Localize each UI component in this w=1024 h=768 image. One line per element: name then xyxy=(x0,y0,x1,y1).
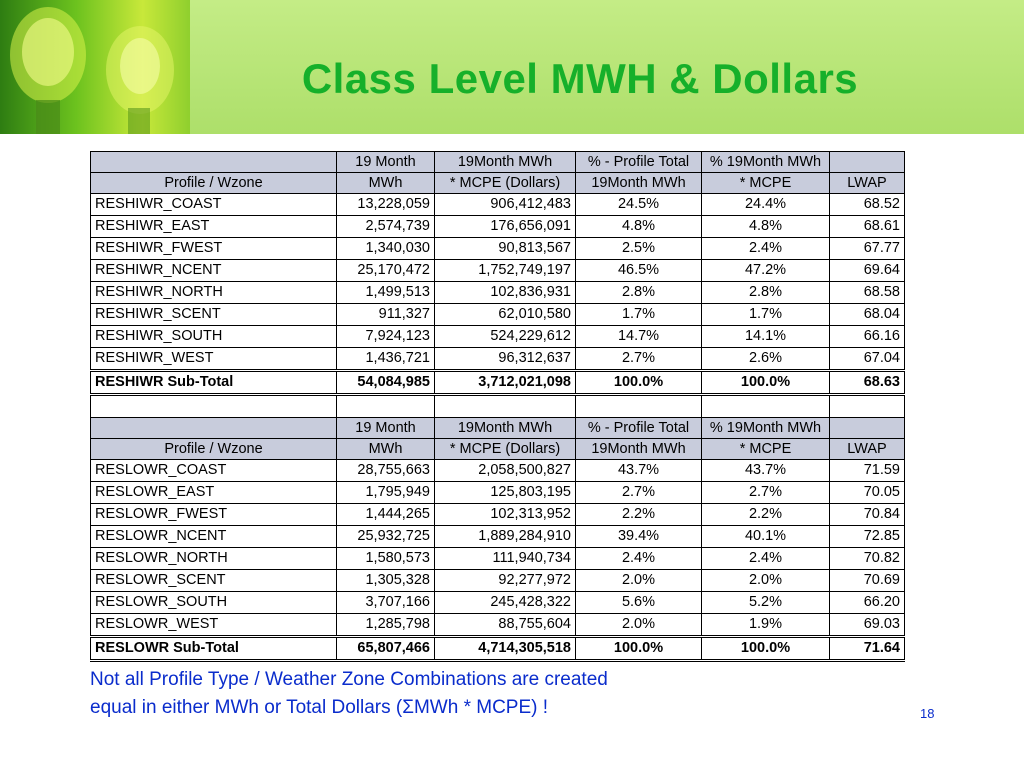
table-row xyxy=(91,194,905,216)
header-pct-profile-line2: 19Month MWh xyxy=(576,439,702,460)
mwh-cell: 2,574,739 xyxy=(337,216,435,238)
table-row xyxy=(91,326,905,348)
mwh-cell: 1,436,721 xyxy=(337,348,435,371)
mwh-cell: 28,755,663 xyxy=(337,460,435,482)
dollars-cell: 88,755,604 xyxy=(435,614,576,637)
footnote-line-2: equal in either MWh or Total Dollars (ΣMWh * MCPE) ! xyxy=(90,697,549,718)
pct-dollars-cell: 2.0% xyxy=(702,570,830,592)
lwap-cell: 70.69 xyxy=(830,570,905,592)
spacer-cell xyxy=(702,395,830,418)
page-number: 18 xyxy=(920,706,935,721)
pct-mwh-cell: 46.5% xyxy=(576,260,702,282)
dollars-cell: 111,940,734 xyxy=(435,548,576,570)
subtotal-dollars-cell: 4,714,305,518 xyxy=(435,637,576,661)
spacer-cell xyxy=(337,395,435,418)
table-row xyxy=(91,570,905,592)
profile-cell: RESLOWR_SOUTH xyxy=(91,592,337,614)
mwh-cell: 1,580,573 xyxy=(337,548,435,570)
lwap-cell: 71.59 xyxy=(830,460,905,482)
profile-cell: RESHIWR_WEST xyxy=(91,348,337,371)
pct-dollars-cell: 43.7% xyxy=(702,460,830,482)
footnote xyxy=(90,666,750,722)
profile-cell: RESLOWR_COAST xyxy=(91,460,337,482)
subtotal-pct-dollars-cell: 100.0% xyxy=(702,637,830,661)
mwh-cell: 13,228,059 xyxy=(337,194,435,216)
table-row xyxy=(91,216,905,238)
pct-mwh-cell: 2.5% xyxy=(576,238,702,260)
lwap-cell: 66.16 xyxy=(830,326,905,348)
table-row xyxy=(91,614,905,637)
pct-dollars-cell: 2.4% xyxy=(702,238,830,260)
pct-dollars-cell: 2.6% xyxy=(702,348,830,371)
lwap-cell: 68.61 xyxy=(830,216,905,238)
header-profile-wzone: Profile / Wzone xyxy=(91,439,337,460)
mwh-cell: 1,795,949 xyxy=(337,482,435,504)
lwap-cell: 70.05 xyxy=(830,482,905,504)
pct-mwh-cell: 2.0% xyxy=(576,614,702,637)
header-profile-wzone: Profile / Wzone xyxy=(91,173,337,194)
subtotal-row xyxy=(91,371,905,395)
lwap-cell: 72.85 xyxy=(830,526,905,548)
pct-dollars-cell: 2.8% xyxy=(702,282,830,304)
header-lwap-line1 xyxy=(830,418,905,439)
header-month-mwh-line2: MWh xyxy=(337,173,435,194)
profile-cell: RESHIWR_NORTH xyxy=(91,282,337,304)
lwap-cell: 67.04 xyxy=(830,348,905,371)
profile-cell: RESLOWR_EAST xyxy=(91,482,337,504)
profile-cell: RESLOWR_SCENT xyxy=(91,570,337,592)
dollars-cell: 524,229,612 xyxy=(435,326,576,348)
pct-dollars-cell: 40.1% xyxy=(702,526,830,548)
pct-mwh-cell: 2.8% xyxy=(576,282,702,304)
subtotal-mwh-cell: 54,084,985 xyxy=(337,371,435,395)
subtotal-lwap-cell: 71.64 xyxy=(830,637,905,661)
profile-cell: RESHIWR_SCENT xyxy=(91,304,337,326)
subtotal-profile-cell: RESHIWR Sub-Total xyxy=(91,371,337,395)
header-mwh-mcpe-line1: 19Month MWh xyxy=(435,418,576,439)
dollars-cell: 62,010,580 xyxy=(435,304,576,326)
pct-mwh-cell: 2.4% xyxy=(576,548,702,570)
mwh-cell: 1,305,328 xyxy=(337,570,435,592)
spacer-cell xyxy=(576,395,702,418)
subtotal-mwh-cell: 65,807,466 xyxy=(337,637,435,661)
pct-mwh-cell: 2.2% xyxy=(576,504,702,526)
subtotal-pct-dollars-cell: 100.0% xyxy=(702,371,830,395)
profile-cell: RESHIWR_EAST xyxy=(91,216,337,238)
header-mwh-mcpe-line1: 19Month MWh xyxy=(435,152,576,173)
profile-cell: RESHIWR_NCENT xyxy=(91,260,337,282)
header-pct-profile-line1: % - Profile Total xyxy=(576,418,702,439)
dollars-cell: 906,412,483 xyxy=(435,194,576,216)
pct-dollars-cell: 1.9% xyxy=(702,614,830,637)
header-mwh-mcpe-line2: * MCPE (Dollars) xyxy=(435,439,576,460)
mwh-cell: 1,340,030 xyxy=(337,238,435,260)
pct-dollars-cell: 47.2% xyxy=(702,260,830,282)
spacer-cell xyxy=(435,395,576,418)
dollars-cell: 96,312,637 xyxy=(435,348,576,371)
pct-mwh-cell: 2.7% xyxy=(576,348,702,371)
header-lwap-line1 xyxy=(830,152,905,173)
profile-cell: RESHIWR_COAST xyxy=(91,194,337,216)
header-pct-profile-line2: 19Month MWh xyxy=(576,173,702,194)
mwh-cell: 25,170,472 xyxy=(337,260,435,282)
dollars-cell: 245,428,322 xyxy=(435,592,576,614)
table-row xyxy=(91,482,905,504)
pct-mwh-cell: 24.5% xyxy=(576,194,702,216)
slide-title: Class Level MWH & Dollars xyxy=(301,55,859,102)
mwh-dollars-table xyxy=(90,151,905,662)
pct-mwh-cell: 5.6% xyxy=(576,592,702,614)
profile-cell: RESHIWR_SOUTH xyxy=(91,326,337,348)
header-pct-mcpe-line1: % 19Month MWh xyxy=(702,418,830,439)
pct-dollars-cell: 14.1% xyxy=(702,326,830,348)
pct-mwh-cell: 2.0% xyxy=(576,570,702,592)
profile-cell: RESLOWR_WEST xyxy=(91,614,337,637)
mwh-cell: 1,499,513 xyxy=(337,282,435,304)
pct-dollars-cell: 1.7% xyxy=(702,304,830,326)
subtotal-lwap-cell: 68.63 xyxy=(830,371,905,395)
mwh-cell: 7,924,123 xyxy=(337,326,435,348)
table-row xyxy=(91,304,905,326)
subtotal-pct-mwh-cell: 100.0% xyxy=(576,637,702,661)
header-pct-mcpe-line2: * MCPE xyxy=(702,173,830,194)
table-row xyxy=(91,526,905,548)
header-row-1 xyxy=(91,152,905,173)
dollars-cell: 1,889,284,910 xyxy=(435,526,576,548)
subtotal-row xyxy=(91,637,905,661)
header-lwap: LWAP xyxy=(830,173,905,194)
lwap-cell: 70.82 xyxy=(830,548,905,570)
table-row xyxy=(91,548,905,570)
dollars-cell: 2,058,500,827 xyxy=(435,460,576,482)
table-row xyxy=(91,260,905,282)
header-row-1 xyxy=(91,418,905,439)
lwap-cell: 68.58 xyxy=(830,282,905,304)
profile-cell: RESLOWR_NORTH xyxy=(91,548,337,570)
dollars-cell: 125,803,195 xyxy=(435,482,576,504)
dollars-cell: 102,313,952 xyxy=(435,504,576,526)
pct-mwh-cell: 2.7% xyxy=(576,482,702,504)
pct-mwh-cell: 39.4% xyxy=(576,526,702,548)
header-pct-mcpe-line1: % 19Month MWh xyxy=(702,152,830,173)
spacer-row xyxy=(91,395,905,418)
header-month-mwh-line1: 19 Month xyxy=(337,418,435,439)
lwap-cell: 69.64 xyxy=(830,260,905,282)
profile-cell: RESLOWR_FWEST xyxy=(91,504,337,526)
subtotal-pct-mwh-cell: 100.0% xyxy=(576,371,702,395)
mwh-cell: 911,327 xyxy=(337,304,435,326)
profile-cell: RESHIWR_FWEST xyxy=(91,238,337,260)
table-row xyxy=(91,504,905,526)
mwh-cell: 1,444,265 xyxy=(337,504,435,526)
table-row xyxy=(91,238,905,260)
lwap-cell: 67.77 xyxy=(830,238,905,260)
mwh-cell: 3,707,166 xyxy=(337,592,435,614)
dollars-cell: 102,836,931 xyxy=(435,282,576,304)
spacer-cell xyxy=(830,395,905,418)
lwap-cell: 69.03 xyxy=(830,614,905,637)
subtotal-dollars-cell: 3,712,021,098 xyxy=(435,371,576,395)
header-month-mwh-line1: 19 Month xyxy=(337,152,435,173)
table-row xyxy=(91,282,905,304)
header-pct-mcpe-line2: * MCPE xyxy=(702,439,830,460)
header-cell-empty xyxy=(91,418,337,439)
header-lwap: LWAP xyxy=(830,439,905,460)
header-month-mwh-line2: MWh xyxy=(337,439,435,460)
table-row xyxy=(91,348,905,371)
pct-dollars-cell: 2.7% xyxy=(702,482,830,504)
pct-mwh-cell: 14.7% xyxy=(576,326,702,348)
header-cell-empty xyxy=(91,152,337,173)
table-row xyxy=(91,460,905,482)
lightbulb-image xyxy=(0,0,190,134)
pct-dollars-cell: 4.8% xyxy=(702,216,830,238)
lwap-cell: 68.04 xyxy=(830,304,905,326)
lwap-cell: 70.84 xyxy=(830,504,905,526)
header-row-2 xyxy=(91,439,905,460)
dollars-cell: 90,813,567 xyxy=(435,238,576,260)
mwh-cell: 25,932,725 xyxy=(337,526,435,548)
subtotal-profile-cell: RESLOWR Sub-Total xyxy=(91,637,337,661)
header-row-2 xyxy=(91,173,905,194)
header-mwh-mcpe-line2: * MCPE (Dollars) xyxy=(435,173,576,194)
mwh-cell: 1,285,798 xyxy=(337,614,435,637)
header-pct-profile-line1: % - Profile Total xyxy=(576,152,702,173)
footnote-line-1: Not all Profile Type / Weather Zone Combinations are created xyxy=(90,669,608,690)
pct-dollars-cell: 5.2% xyxy=(702,592,830,614)
dollars-cell: 1,752,749,197 xyxy=(435,260,576,282)
pct-mwh-cell: 1.7% xyxy=(576,304,702,326)
pct-mwh-cell: 43.7% xyxy=(576,460,702,482)
dollars-cell: 176,656,091 xyxy=(435,216,576,238)
lwap-cell: 66.20 xyxy=(830,592,905,614)
pct-dollars-cell: 24.4% xyxy=(702,194,830,216)
pct-dollars-cell: 2.4% xyxy=(702,548,830,570)
spacer-cell xyxy=(91,395,337,418)
pct-dollars-cell: 2.2% xyxy=(702,504,830,526)
table-row xyxy=(91,592,905,614)
profile-cell: RESLOWR_NCENT xyxy=(91,526,337,548)
lwap-cell: 68.52 xyxy=(830,194,905,216)
dollars-cell: 92,277,972 xyxy=(435,570,576,592)
pct-mwh-cell: 4.8% xyxy=(576,216,702,238)
